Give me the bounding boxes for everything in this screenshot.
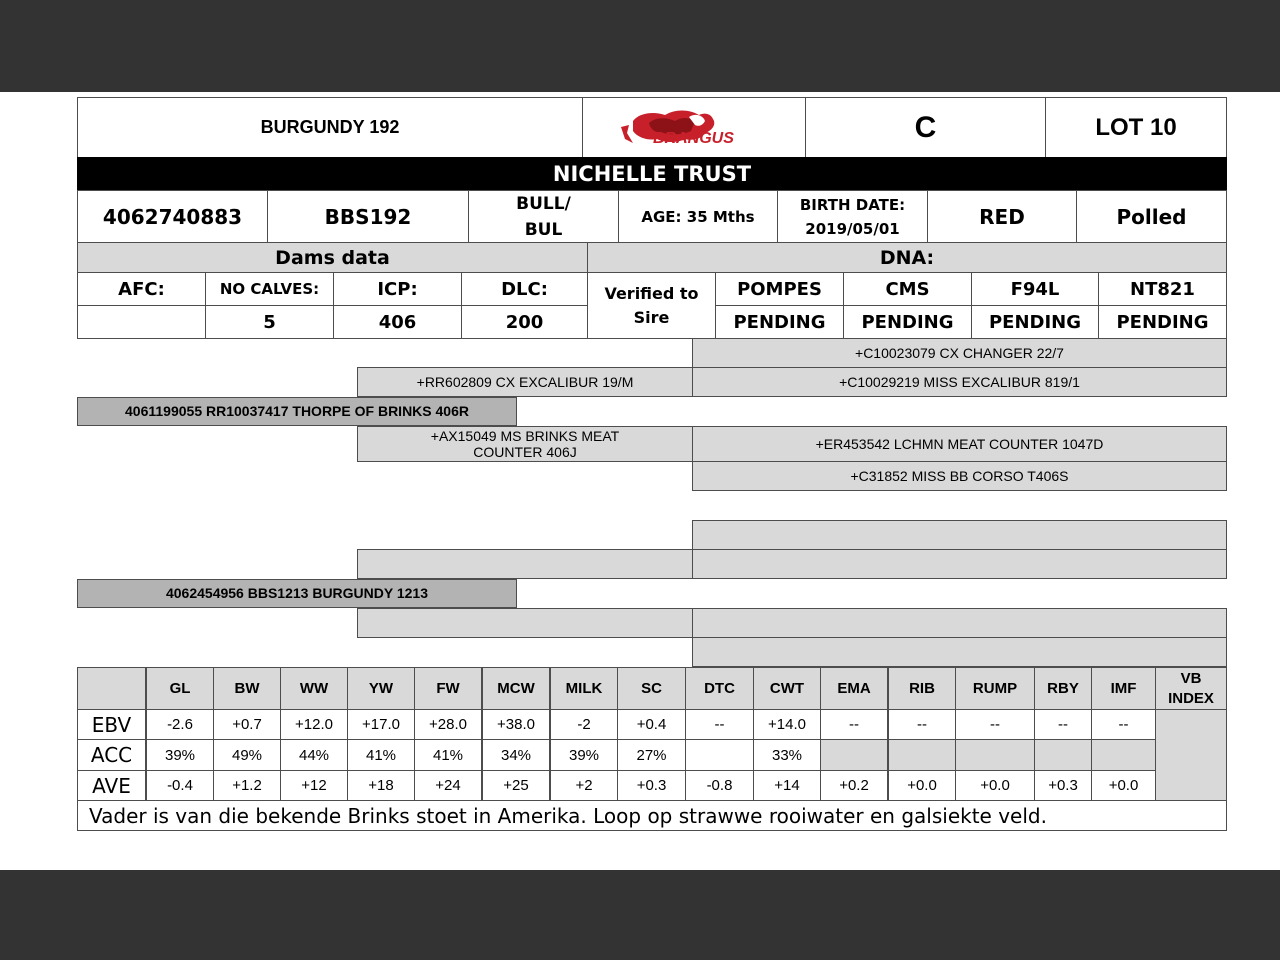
ebv-cell-acc-dtc bbox=[685, 739, 754, 771]
horn-status: Polled bbox=[1076, 190, 1227, 243]
dlc-value: 200 bbox=[461, 305, 588, 339]
ebv-header-ema: EMA bbox=[820, 667, 888, 710]
ebv-header-cwt: CWT bbox=[753, 667, 821, 710]
birth-date bbox=[777, 190, 928, 243]
ebv-cell-ave-rump: +0.0 bbox=[955, 770, 1035, 801]
ebv-cell-acc-rby bbox=[1034, 739, 1092, 771]
ebv-header-rib: RIB bbox=[888, 667, 956, 710]
ebv-cell-ave-rby: +0.3 bbox=[1034, 770, 1092, 801]
ebv-header-dtc: DTC bbox=[685, 667, 754, 710]
vb-index-header bbox=[1155, 667, 1227, 710]
pedigree-dss bbox=[692, 520, 1227, 550]
ebv-header-imf: IMF bbox=[1091, 667, 1156, 710]
dna-test-nt821: NT821 bbox=[1098, 272, 1227, 306]
ebv-cell-acc-fw: 41% bbox=[414, 739, 482, 771]
ebv-cell-ebv-ww: +12.0 bbox=[280, 709, 348, 740]
ebv-cell-acc-imf bbox=[1091, 739, 1156, 771]
grade: C bbox=[805, 97, 1046, 158]
afc-value bbox=[77, 305, 206, 339]
ebv-cell-ave-mcw: +25 bbox=[482, 770, 550, 801]
dna-status-f94l: PENDING bbox=[971, 305, 1099, 339]
pedigree-dam-sire bbox=[357, 549, 693, 579]
ebv-row-label-acc: ACC bbox=[77, 739, 146, 771]
ebv-cell-ebv-ema: -- bbox=[820, 709, 888, 740]
age: AGE: 35 Mths bbox=[618, 190, 778, 243]
dna-heading: DNA: bbox=[587, 242, 1227, 273]
ebv-cell-ebv-yw: +17.0 bbox=[347, 709, 415, 740]
afc-label: AFC: bbox=[77, 272, 206, 306]
bottom-band bbox=[0, 870, 1280, 960]
ebv-cell-ave-yw: +18 bbox=[347, 770, 415, 801]
pedigree-sire: 4061199055 RR10037417 THORPE OF BRINKS 406R bbox=[77, 397, 517, 426]
ebv-cell-acc-yw: 41% bbox=[347, 739, 415, 771]
dams-data-heading: Dams data bbox=[77, 242, 588, 273]
top-band bbox=[0, 0, 1280, 92]
pedigree-dds bbox=[692, 608, 1227, 638]
icp-label: ICP: bbox=[333, 272, 462, 306]
ebv-header-yw: YW bbox=[347, 667, 415, 710]
ebv-cell-ave-ww: +12 bbox=[280, 770, 348, 801]
ebv-cell-ebv-rib: -- bbox=[888, 709, 956, 740]
pedigree-sire-sire: +RR602809 CX EXCALIBUR 19/M bbox=[357, 367, 693, 397]
ebv-cell-acc-gl: 39% bbox=[146, 739, 214, 771]
ebv-cell-ebv-imf: -- bbox=[1091, 709, 1156, 740]
owner-name: NICHELLE TRUST bbox=[77, 157, 1227, 190]
ebv-cell-acc-bw: 49% bbox=[213, 739, 281, 771]
pedigree-sdd: +C31852 MISS BB CORSO T406S bbox=[692, 461, 1227, 491]
ebv-cell-acc-rib bbox=[888, 739, 956, 771]
pedigree-ssd: +C10029219 MISS EXCALIBUR 819/1 bbox=[692, 367, 1227, 397]
ebv-cell-acc-mcw: 34% bbox=[482, 739, 550, 771]
dna-test-f94l: F94L bbox=[971, 272, 1099, 306]
ebv-cell-ebv-bw: +0.7 bbox=[213, 709, 281, 740]
ebv-corner bbox=[77, 667, 146, 710]
ebv-cell-ave-bw: +1.2 bbox=[213, 770, 281, 801]
ebv-cell-acc-cwt: 33% bbox=[753, 739, 821, 771]
ebv-cell-ave-gl: -0.4 bbox=[146, 770, 214, 801]
calves-label: NO CALVES: bbox=[205, 272, 334, 306]
ebv-cell-acc-rump bbox=[955, 739, 1035, 771]
ebv-cell-ave-cwt: +14 bbox=[753, 770, 821, 801]
ebv-header-milk: MILK bbox=[550, 667, 618, 710]
ebv-cell-ebv-milk: -2 bbox=[550, 709, 618, 740]
pedigree-dam-dam bbox=[357, 608, 693, 638]
verified-line-2: Sire bbox=[633, 307, 670, 327]
vb-index-value bbox=[1155, 709, 1227, 801]
pedigree-sss: +C10023079 CX CHANGER 22/7 bbox=[692, 338, 1227, 368]
comment: Vader is van die bekende Brinks stoet in Amerika. Loop op strawwe rooiwater en galsiekte veld. bbox=[77, 800, 1227, 831]
pedigree-ddd bbox=[692, 637, 1227, 667]
pedigree-sds: +ER453542 LCHMN MEAT COUNTER 1047D bbox=[692, 426, 1227, 462]
ebv-cell-acc-sc: 27% bbox=[617, 739, 686, 771]
vb-index-line-1: VB bbox=[1180, 669, 1202, 687]
verified-to-sire bbox=[587, 272, 716, 339]
ebv-cell-ebv-cwt: +14.0 bbox=[753, 709, 821, 740]
dna-test-cms: CMS bbox=[843, 272, 972, 306]
pedigree-dsd bbox=[692, 549, 1227, 579]
sex-line-1: BULL/ bbox=[516, 193, 571, 214]
dlc-label: DLC: bbox=[461, 272, 588, 306]
ebv-row-label-ave: AVE bbox=[77, 770, 146, 801]
ebv-header-bw: BW bbox=[213, 667, 281, 710]
id-number: 4062740883 bbox=[77, 190, 268, 243]
dna-status-pompes: PENDING bbox=[715, 305, 844, 339]
ebv-cell-acc-ww: 44% bbox=[280, 739, 348, 771]
logo-wordmark: BRANGUS bbox=[653, 130, 734, 147]
tag-number: BBS192 bbox=[267, 190, 469, 243]
ebv-header-rump: RUMP bbox=[955, 667, 1035, 710]
ebv-header-rby: RBY bbox=[1034, 667, 1092, 710]
ebv-header-fw: FW bbox=[414, 667, 482, 710]
ebv-header-mcw: MCW bbox=[482, 667, 550, 710]
pedigree-dam: 4062454956 BBS1213 BURGUNDY 1213 bbox=[77, 579, 517, 608]
vb-index-line-2: INDEX bbox=[1168, 689, 1214, 707]
ebv-cell-ebv-sc: +0.4 bbox=[617, 709, 686, 740]
ebv-header-sc: SC bbox=[617, 667, 686, 710]
colour: RED bbox=[927, 190, 1077, 243]
birth-date-label: BIRTH DATE: bbox=[799, 195, 906, 214]
ebv-cell-ebv-rump: -- bbox=[955, 709, 1035, 740]
ebv-cell-ave-dtc: -0.8 bbox=[685, 770, 754, 801]
ebv-cell-ebv-rby: -- bbox=[1034, 709, 1092, 740]
sex-line-2: BUL bbox=[524, 219, 563, 240]
brangus-logo bbox=[582, 97, 806, 158]
ebv-cell-acc-ema bbox=[820, 739, 888, 771]
ebv-cell-ave-fw: +24 bbox=[414, 770, 482, 801]
ebv-cell-ave-imf: +0.0 bbox=[1091, 770, 1156, 801]
ebv-cell-ebv-dtc: -- bbox=[685, 709, 754, 740]
birth-date-value: 2019/05/01 bbox=[805, 219, 900, 238]
ebv-cell-ebv-fw: +28.0 bbox=[414, 709, 482, 740]
ebv-cell-ave-milk: +2 bbox=[550, 770, 618, 801]
dna-status-nt821: PENDING bbox=[1098, 305, 1227, 339]
sex bbox=[468, 190, 619, 243]
verified-line-1: Verified to bbox=[604, 283, 699, 303]
ebv-cell-ave-ema: +0.2 bbox=[820, 770, 888, 801]
ebv-cell-ave-rib: +0.0 bbox=[888, 770, 956, 801]
ebv-cell-acc-milk: 39% bbox=[550, 739, 618, 771]
ebv-cell-ebv-mcw: +38.0 bbox=[482, 709, 550, 740]
calves-value: 5 bbox=[205, 305, 334, 339]
animal-name: BURGUNDY 192 bbox=[77, 97, 583, 158]
dna-status-cms: PENDING bbox=[843, 305, 972, 339]
icp-value: 406 bbox=[333, 305, 462, 339]
dna-test-pompes: POMPES bbox=[715, 272, 844, 306]
lot-number: LOT 10 bbox=[1045, 97, 1227, 158]
ebv-header-ww: WW bbox=[280, 667, 348, 710]
ebv-header-gl: GL bbox=[146, 667, 214, 710]
ebv-cell-ave-sc: +0.3 bbox=[617, 770, 686, 801]
ebv-row-label-ebv: EBV bbox=[77, 709, 146, 740]
ebv-cell-ebv-gl: -2.6 bbox=[146, 709, 214, 740]
pedigree-sire-dam: +AX15049 MS BRINKS MEAT COUNTER 406J bbox=[357, 426, 693, 462]
